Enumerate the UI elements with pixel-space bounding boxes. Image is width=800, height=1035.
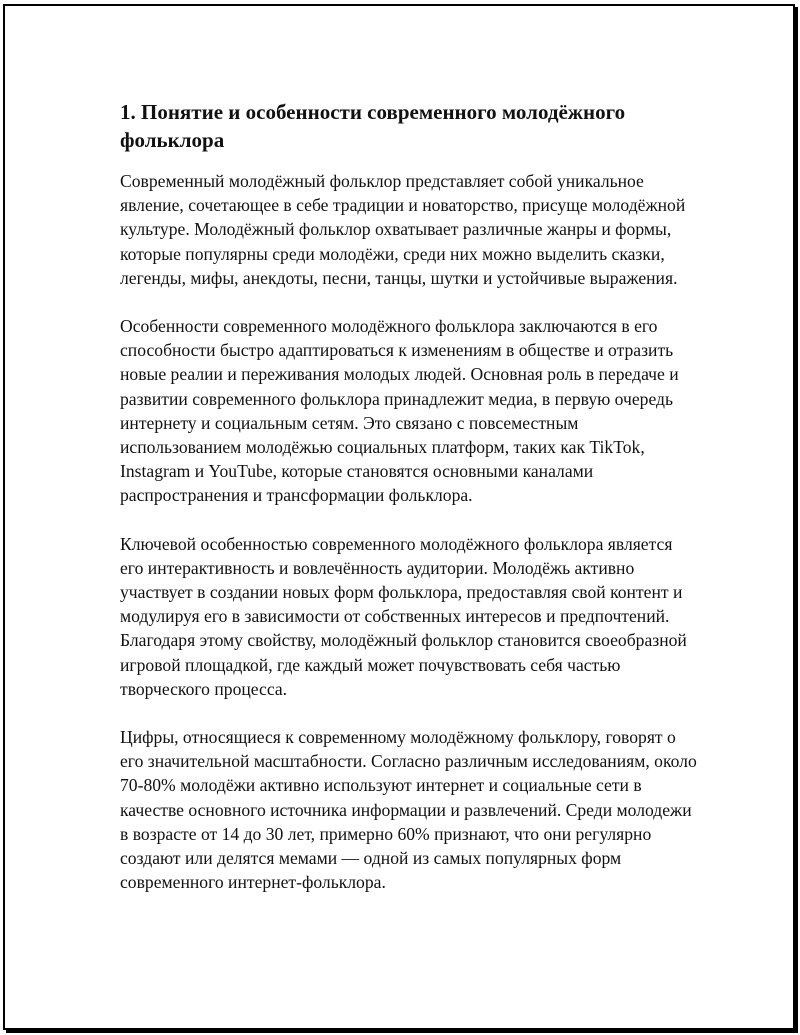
page-frame xyxy=(3,4,795,1030)
paragraph-3: Ключевой особенностью современного молодёжного фольклора является его интерактивность и вовлечённость аудитории. Молодёжь активно участвует в создании новых форм фольклора, предоставляя свой контент и модулируя его в зависимости от собственных интересов и предпочтений. Благодаря этому свойству, молодёжный фольклор становится своеобразной игровой площадкой, где каждый может почувствовать себя частью творческого процесса. xyxy=(120,533,687,699)
paragraph-2: Особенности современного молодёжного фольклора заключаются в его способности быстро адаптироваться к изменениям в обществе и отразить новые реалии и переживания молодых людей. Основная роль в передаче и развитии современного фольклора принадлежит медиа, в первую очередь интернету и социальным сетям. Это связано с повсеместным использованием молодёжью социальных платформ, таких как TikTok, Instagram и YouTube, которые становятся основными каналами распространения и трансформации фольклора. xyxy=(120,316,679,506)
document-body xyxy=(120,98,700,918)
section-heading: 1. Понятие и особенности современного молодёжного фольклора xyxy=(120,100,626,152)
paragraph-4: Цифры, относящиеся к современному молодёжному фольклору, говорят о его значительной масштабности. Согласно различным исследованиям, около 70-80% молодёжи активно используют интернет и социальные сети в качестве основного источника информации и развлечений. Среди молодежи в возрасте от 14 до 30 лет, примерно 60% признают, что они регулярно создают или делятся мемами — одной из самых популярных форм современного интернет-фольклора. xyxy=(120,727,697,893)
paragraph-1: Современный молодёжный фольклор представляет собой уникальное явление, сочетающее в себе традиции и новаторство, присуще молодёжной культуре. Молодёжный фольклор охватывает различные жанры и формы, которые популярны среди молодёжи, среди них можно выделить сказки, легенды, мифы, анекдоты, песни, танцы, шутки и устойчивые выражения. xyxy=(120,171,686,288)
